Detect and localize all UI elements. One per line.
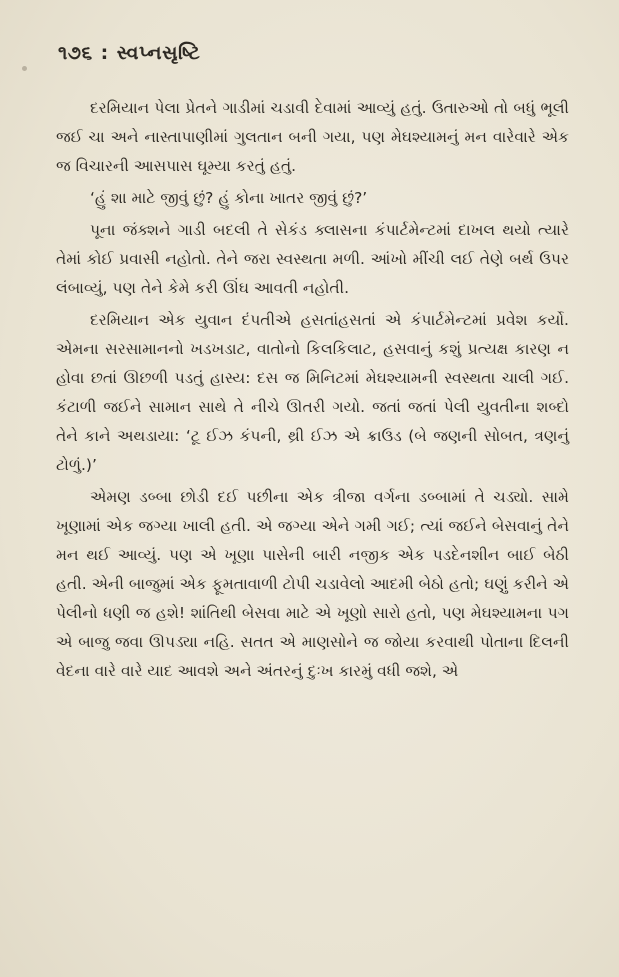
paragraph-4: દરમિયાન એક યુવાન દંપતીએ હસતાંહસતાં એ કંપાર્ટમેન્ટમાં પ્રવેશ કર્યો. એમના સરસામાનનો ખડખડાટ, વાતોનો કિલકિલાટ, હસવાનું કશું પ્રત્યક્ષ કારણ ન હોવા છતાં ઊછળી પડતું હાસ્ય: દસ જ મિનિટમાં મેઘશ્યામની સ્વસ્થતા ચાલી ગઈ. કંટાળી જઈને સામાન સાથે તે નીચે ઊતરી ગયો. જતાં જતાં પેલી યુવતીના શબ્દો તેને કાને અથડાયા: ‘ટૂ ઈઝ કંપની, થ્રી ઈઝ એ ક્રાઉડ (બે જણની સોબત, ત્રણનું ટોળું.)’	[56, 311, 569, 474]
paragraph-1: દરમિયાન પેલા પ્રેતને ગાડીમાં ચડાવી દેવામાં આવ્યું હતું. ઉતારુઓ તો બધું ભૂલી જઈ ચા અને નાસ્તાપાણીમાં ગુલતાન બની ગયા, પણ મેઘશ્યામનું મન વારેવારે એક જ વિચારની આસપાસ ઘૂમ્યા કરતું હતું.	[56, 99, 569, 175]
header-separator: :	[100, 42, 109, 64]
running-header	[58, 42, 569, 64]
page-number: ૧૭૬	[58, 42, 93, 64]
chapter-title: સ્વપ્નસૃષ્ટિ	[116, 42, 201, 64]
paragraph-5: એમણ ડબ્બા છોડી દઈ પછીના એક ત્રીજા વર્ગના ડબ્બામાં તે ચડ્યો. સામે ખૂણામાં એક જગ્યા ખાલી હતી. એ જગ્યા એને ગમી ગઈ; ત્યાં જઈને બેસવાનું તેને મન થઈ આવ્યું. પણ એ ખૂણા પાસેની બારી નજીક એક પડદેનશીન બાઈ બેઠી હતી. એની બાજુમાં એક ફૂમતાવાળી ટોપી ચડાવેલો આદમી બેઠો હતો; ઘણું કરીને એ પેલીનો ધણી જ હશે! શાંતિથી બેસવા માટે એ ખૂણો સારો હતો, પણ મેઘશ્યામના પગ એ બાજુ જવા ઊપડ્યા નહિ. સતત એ માણસોને જ જોયા કરવાથી પોતાના દિલની વેદના વારે વારે યાદ આવશે અને અંતરનું દુઃખ કારમું વધી જશે, એ	[56, 488, 569, 680]
body-text	[56, 94, 569, 686]
paragraph-3: પૂના જંક્શને ગાડી બદલી તે સેકંડ ક્લાસના કંપાર્ટમેન્ટમાં દાખલ થયો ત્યારે તેમાં કોઈ પ્રવાસી નહોતો. તેને જરા સ્વસ્થતા મળી. આંખો મીંચી લઈ તેણે બર્થ ઉપર લંબાવ્યું, પણ તેને કેમે કરી ઊંઘ આવતી નહોતી.	[56, 221, 569, 297]
paragraph-2: ‘હું શા માટે જીવું છું? હું કોના ખાતર જીવું છું?’	[90, 189, 368, 207]
page-speck	[22, 66, 27, 71]
